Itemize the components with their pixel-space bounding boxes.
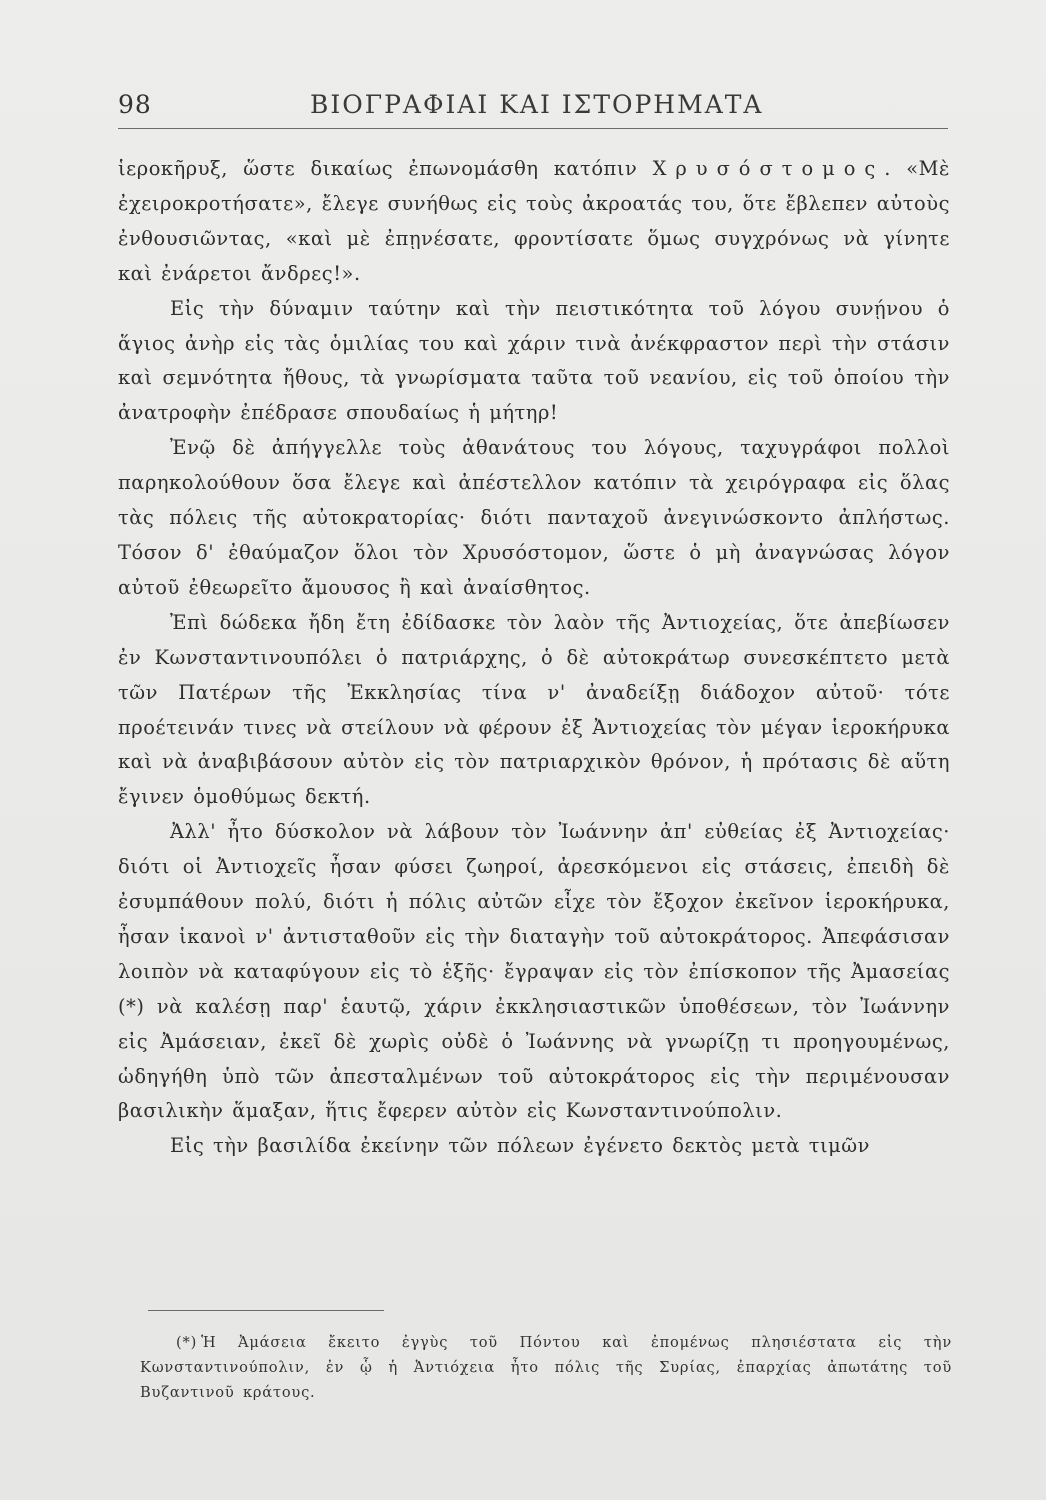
running-title: ΒΙΟΓΡΑΦΙΑΙ ΚΑΙ ΙΣΤΟΡΗΜΑΤΑ [310, 90, 764, 119]
footnote-paragraph [140, 1330, 952, 1405]
paragraph-6: Εἰς τὴν βασιλίδα ἐκείνην τῶν πόλεων ἐγένετο δεκτὸς μετὰ τιμῶν [170, 1134, 870, 1158]
paragraph-1-start: ἱεροκῆρυξ, ὥστε δικαίως ἐπωνομάσθη κατόπιν [118, 157, 653, 180]
footnote-rule [148, 1310, 384, 1311]
page-header [118, 86, 948, 126]
paragraph-5: Ἀλλ' ἦτο δύσκολον νὰ λάβουν τὸν Ἰωάννην ἀπ' εὐθείας ἐξ Ἀντιοχείας· διότι οἱ Ἀντιοχεῖς ἦσαν φύσει ζωηροί, ἀρεσκόμενοι εἰς στάσεις, ἐπειδὴ δὲ ἐσυμπάθουν πολύ, διότι ἡ πόλις αὐτῶν εἶχε τὸν ἔξοχον ἐκεῖνον ἱεροκήρυκα, ἦσαν ἱκανοὶ ν' ἀντισταθοῦν εἰς τὴν διαταγὴν τοῦ αὐτοκράτορος. Ἀπεφάσισαν λοιπὸν νὰ καταφύγουν εἰς τὸ ἑξῆς· ἔγραψαν εἰς τὸν ἐπίσκοπον τῆς Ἀμασείας (*) νὰ καλέσῃ παρ' ἑαυτῷ, χάριν ἐκκλησιαστικῶν ὑποθέσεων, τὸν Ἰωάννην εἰς Ἀμάσειαν, ἐκεῖ δὲ χωρὶς οὐδὲ ὁ Ἰωάννης νὰ γνωρίζῃ τι προηγουμένως, ὡδηγήθη ὑπὸ τῶν ἀπεσταλμένων τοῦ αὐτοκράτορος εἰς τὴν περιμένουσαν βασιλικὴν ἅμαξαν, ἥτις ἔφερεν αὐτὸν εἰς Κωνσταντινούπολιν. [118, 820, 950, 1123]
paragraph-2: Εἰς τὴν δύναμιν ταύτην καὶ τὴν πειστικότητα τοῦ λόγου συνῄνου ὁ ἅγιος ἀνὴρ εἰς τὰς ὁμιλίας του καὶ χάριν τινὰ ἀνέκφραστον περὶ τὴν στάσιν καὶ σεμνότητα ἤθους, τὰ γνωρίσματα ταῦτα τοῦ νεανίου, εἰς τοῦ ὁποίου τὴν ἀνατροφὴν ἐπέδρασε σπουδαίως ἡ μήτηρ! [118, 296, 950, 425]
paragraph-1-end: . «Μὲ ἐχειροκροτήσατε», ἔλεγε συνήθως εἰς τοὺς ἀκροατάς του, ὅτε ἔβλεπεν αὐτοὺς ἐνθουσιῶντας, «καὶ μὲ ἐπῃνέσατε, φροντίσατε ὅμως συγχρόνως νὰ γίνητε καὶ ἐνάρετοι ἄνδρες!». [118, 157, 950, 285]
paragraph-1 [118, 152, 950, 292]
page-number: 98 [118, 90, 152, 119]
footnote-mark: (*) [176, 1334, 198, 1351]
paragraph-3: Ἐνῷ δὲ ἀπήγγελλε τοὺς ἀθανάτους του λόγους, ταχυγράφοι πολλοὶ παρηκολούθουν ὅσα ἔλεγε καὶ ἀπέστελλον κατόπιν τὰ χειρόγραφα εἰς ὅλας τὰς πόλεις τῆς αὐτοκρατορίας· διότι πανταχοῦ ἀνεγινώσκοντο ἀπλήστως. Τόσον δ' ἐθαύμαζον ὅλοι τὸν Χρυσόστομον, ὥστε ὁ μὴ ἀναγνώσας λόγον αὐτοῦ ἐθεωρεῖτο ἄμουσος ἢ καὶ ἀναίσθητος. [118, 436, 950, 599]
footnote-text: Ἡ Ἀμάσεια ἔκειτο ἐγγὺς τοῦ Πόντου καὶ ἐπομένως πλησιέστατα εἰς τὴν Κωνσταντινούπολιν, ἐν ᾧ ἡ Ἀντιόχεια ἦτο πόλις τῆς Συρίας, ἐπαρχίας ἀπωτάτης τοῦ Βυζαντινοῦ κράτους. [140, 1334, 952, 1401]
header-rule [118, 128, 948, 129]
body-text [118, 152, 950, 1164]
emphasized-name: Χρυσόστομος [652, 157, 885, 180]
paragraph-4: Ἐπὶ δώδεκα ἤδη ἔτη ἐδίδασκε τὸν λαὸν τῆς Ἀντιοχείας, ὅτε ἀπεβίωσεν ἐν Κωνσταντινουπόλει ὁ πατριάρχης, ὁ δὲ αὐτοκράτωρ συνεσκέπτετο μετὰ τῶν Πατέρων τῆς Ἐκκλησίας τίνα ν' ἀναδείξῃ διάδοχον αὐτοῦ· τότε προέτεινάν τινες νὰ στείλουν νὰ φέρουν ἐξ Ἀντιοχείας τὸν μέγαν ἱεροκήρυκα καὶ νὰ ἀναβιβάσουν αὐτὸν εἰς τὸν πατριαρχικὸν θρόνον, ἡ πρότασις δὲ αὕτη ἔγινεν ὁμοθύμως δεκτή. [118, 610, 950, 809]
footnote [140, 1330, 952, 1405]
